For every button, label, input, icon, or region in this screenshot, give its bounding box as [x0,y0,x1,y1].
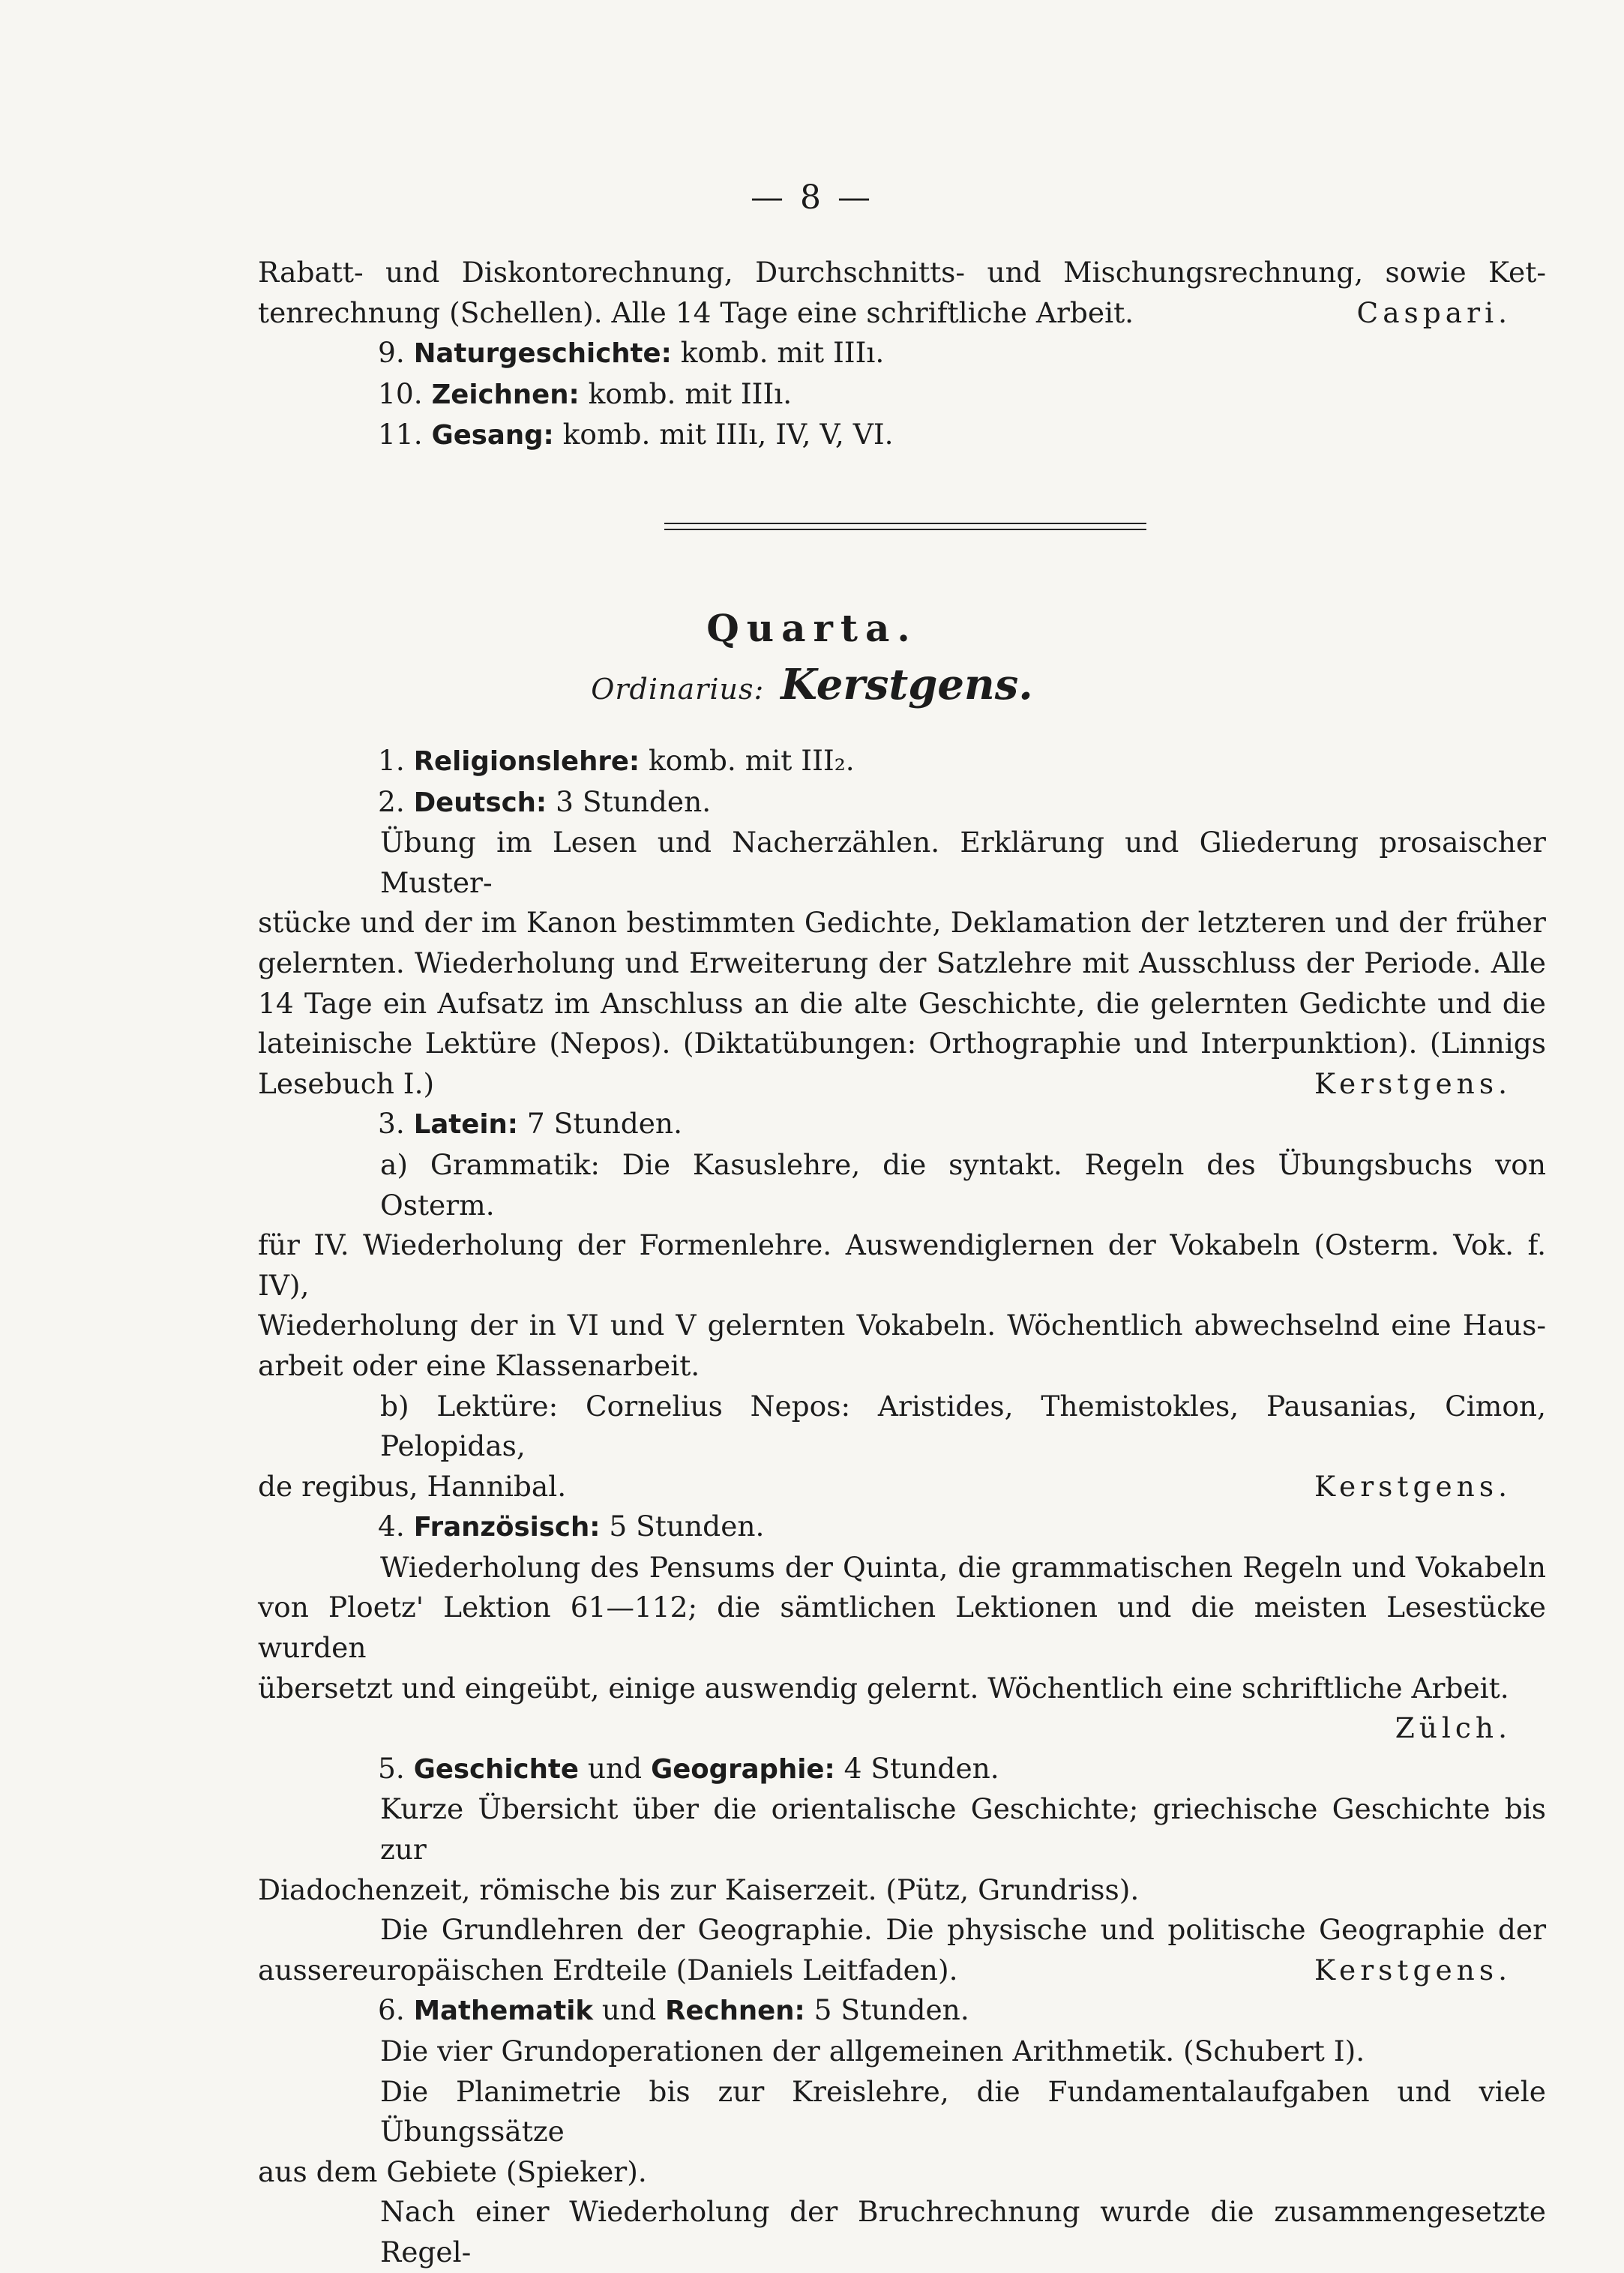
text-line: de regibus, Hannibal. Kerstgens. [258,1467,1546,1507]
ordinarius-name: Kerstgens. [781,660,1033,709]
text-line: Die vier Grundoperationen der allgemeinen Arithmetik. (Schubert I). [380,2035,1365,2068]
text-line: Nach einer Wiederholung der Bruchrechnung wurde die zusammengesetzte Regel- [380,2195,1546,2269]
subject-heading: 2. Deutsch: 3 Stunden. [378,784,712,818]
text-line: von Ploetz' Lektion 61—112; die sämtlichen Lektionen und die meisten Lesestücke wurden [258,1591,1546,1665]
subject-heading: 1. Religionslehre: komb. mit III₂. [378,744,855,777]
text-line: a) Grammatik: Die Kasuslehre, die syntakt. Regeln des Übungsbuchs von Osterm. [380,1147,1546,1222]
text-line: übersetzt und eingeübt, einige auswendig gelernt. Wöchentlich eine schriftliche Arbeit. [258,1671,1509,1705]
top-section [258,253,1546,456]
text-line: aussereuropäischen Erdteile (Daniels Leitfaden). Kerstgens. [258,1951,1546,1991]
text-line: Rabatt- und Diskontorechnung, Durchschnitts- und Mischungsrechnung, sowie Ket- [258,256,1546,289]
text-line [258,1708,1546,1749]
subject-heading: 4. Französisch: 5 Stunden. [378,1510,765,1543]
text-line: Die Grundlehren der Geographie. Die physische und politische Geographie der [380,1913,1546,1947]
text-line: für IV. Wiederholung der Formenlehre. Auswendiglernen der Vokabeln (Osterm. Vok. f. IV), [258,1228,1546,1302]
text-line: aus dem Gebiete (Spieker). [258,2155,647,2188]
text-line: Lesebuch I.) Kerstgens. [258,1064,1546,1105]
teacher-signature: Kerstgens. [1314,1469,1512,1503]
text-line: Wiederholung des Pensums der Quinta, die grammatischen Regeln und Vokabeln [380,1550,1546,1584]
page-number: — 8 — [751,178,873,217]
text-line: 14 Tage ein Aufsatz im Anschluss an die alte Geschichte, die gelernten Gedichte und die [258,986,1546,1020]
text-line: arbeit oder eine Klassenarbeit. [258,1348,700,1382]
subject-heading: 3. Latein: 7 Stunden. [378,1107,683,1141]
subject-heading: 10. Zeichnen: komb. mit IIIı. [378,376,793,410]
subject-heading: 11. Gesang: komb. mit IIIı, IV, V, VI. [378,418,894,451]
text-line: gelernten. Wiederholung und Erweiterung der Satzlehre mit Ausschluss der Periode. Alle [258,946,1546,979]
subject-heading: 9. Naturgeschichte: komb. mit IIIı. [378,336,885,370]
text-line: Die Planimetrie bis zur Kreislehre, die Fundamentalaufgaben und viele Übungssätze [380,2074,1546,2149]
text-line: b) Lektüre: Cornelius Nepos: Aristides, Themistokles, Pausanias, Cimon, Pelopidas, [380,1389,1546,1463]
main-section [258,741,1546,2273]
double-rule-divider [664,523,1146,530]
teacher-signature: Caspari. [1356,295,1512,329]
text-line: tenrechnung (Schellen). Alle 14 Tage eine schriftliche Arbeit. Caspari. [258,293,1546,334]
text-line: Diadochenzeit, römische bis zur Kaiserzeit. (Pütz, Grundriss). [258,1873,1140,1906]
teacher-signature: Kerstgens. [1314,1066,1512,1100]
subject-heading: 6. Mathematik und Rechnen: 5 Stunden. [378,1993,969,2027]
section-title: Quarta. [706,606,918,650]
text-line: lateinische Lektüre (Nepos). (Diktatübungen: Orthographie und Interpunktion). (Linnigs [258,1027,1546,1060]
text-line: stücke und der im Kanon bestimmten Gedichte, Deklamation der letzteren und der früher [258,906,1546,940]
teacher-signature: Zülch. [1395,1711,1512,1745]
text-line: Wiederholung der in VI und V gelernten Vokabeln. Wöchentlich abwechselnd eine Haus- [258,1309,1546,1342]
ordinarius-line [0,660,1624,709]
teacher-signature: Kerstgens. [1314,1953,1512,1987]
text-line: Übung im Lesen und Nacherzählen. Erklärung und Gliederung prosaischer Muster- [380,826,1546,899]
ordinarius-label: Ordinarius: [591,673,765,706]
subject-heading: 5. Geschichte und Geographie: 4 Stunden. [378,1751,999,1785]
text-line: Kurze Übersicht über die orientalische Geschichte; griechische Geschichte bis zur [380,1792,1546,1867]
